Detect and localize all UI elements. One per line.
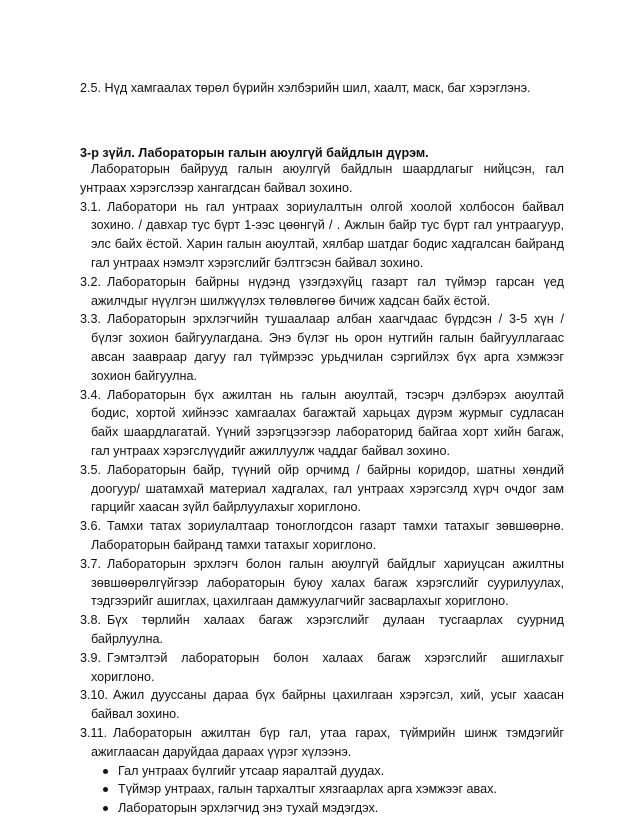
item-number: 3.5.	[80, 462, 102, 477]
list-item	[80, 273, 564, 311]
list-item	[80, 799, 564, 818]
item-text: Тамхи татах зориулалтаар тоноглогдсон газарт тамхи татахыг зөвшөөрнө. Лабораторын байранд тамхи татахыг хориглоно.	[91, 519, 564, 552]
item-number: 3.3.	[80, 312, 102, 327]
item-text: Ажил дууссаны дараа бүх байрны цахилгаан хэрэгсэл, хий, усыг хаасан байвал зохино.	[91, 688, 564, 722]
bullet-text: Лабораторын эрхлэгчид энэ тухай мэдэгдэх.	[118, 801, 379, 816]
item-text: Лабораторын ажилтан бүр гал, утаа гарах, түймрийн шинж тэмдэгийг ажиглаасан даруйдаа дараах үүрэг хүлээнэ.	[91, 725, 564, 759]
item-text: Лабораторын байр, түүний ойр орчимд / байрны коридор, шатны хөндий доогуур/ шатамхай материал хадгалах, гал унтраах хэрэгсэлд хүрч очдог зам гарцийг хаасан зүйл байрлуулахыг хориглоно.	[91, 462, 564, 515]
bullet-dot-icon	[103, 769, 108, 774]
item-text: Лаборатори нь гал унтраах зориулалтын олгой хоолой холбосон байвал зохино. / давхар тус бүрт 1-ээс цөөнгүй / . Ажлын байр тус бүрт гал унтраагуур, элс байх ёстой. Харин галын аюултай, хялбар шатдаг бодис хадгалсан байранд гал унтраах нэмэлт хэрэгслийг бэлтгэсэн байвал зохино.	[91, 199, 564, 270]
item-number: 3.11.	[80, 725, 108, 740]
item-number: 3.7.	[80, 556, 102, 571]
list-item	[80, 649, 564, 687]
section-intro: Лабораторын байрууд галын аюулгүй байдлын шаардлагыг нийцсэн, гал унтраах хэрэгслээр хангагдсан байвал зохино.	[80, 162, 564, 195]
item-text: Лабораторын байрны нүдэнд үзэгдэхүйц газарт гал түймэр гарсан үед ажилчдыг нүүлгэн шилжүүлэх төлөвлөгөө бичиж хадсан байх ёстой.	[91, 274, 564, 308]
bullet-text: Гал унтраах бүлгийг утсаар яаралтай дуудах.	[118, 763, 385, 778]
item-number: 3.8.	[80, 613, 102, 628]
list-item	[80, 762, 564, 781]
list-item	[80, 686, 564, 724]
item-number: 3.2.	[80, 274, 102, 289]
item-number: 3.1.	[80, 199, 102, 214]
bullet-dot-icon	[103, 806, 108, 811]
list-item	[80, 386, 564, 461]
section-body	[80, 160, 564, 818]
list-item	[80, 198, 564, 273]
item-number: 3.9.	[80, 650, 102, 665]
item-text: Лабораторын эрхлэгч болон галын аюулгүй байдлыг хариуцсан ажилтны зөвшөөрөлгүйгээр лабораторын буюу халах багаж хэрэгслийг суурилуулах, тэдгээрийг ашиглах, цахилгаан дамжуулагчийг засварлахыг хориглоно.	[91, 556, 564, 609]
list-item	[80, 555, 564, 611]
item-text: Лабораторын бүх ажилтан нь галын аюултай, тэсэрч дэлбэрэх аюултай бодис, хортой хийнээс хамгаалах багажтай харьцах дүрэм журмыг судласан байх шаардлагатай. Үүний зэрэгцээгээр лабораторид байгаа хорт хийн багаж, гал унтраах хэрэгслүүдийг ажиллуулж чаддаг байвал зохино.	[91, 387, 564, 458]
list-item	[80, 517, 564, 555]
bullet-text: Түймэр унтраах, галын тархалтыг хязгаарлах арга хэмжээг авах.	[118, 782, 497, 797]
item-text: Бүх төрлийн халаах багаж хэрэгслийг дулаан тусгаарлах суурнид байрлуулна.	[91, 613, 564, 646]
section-title: 3-р зүйл. Лабораторын галын аюулгүй байдлын дүрэм.	[80, 146, 429, 160]
list-item	[80, 310, 564, 385]
item-text: Лабораторын эрхлэгчийн тушаалаар албан хаагчдаас бүрдсэн / 3-5 хүн / бүлэг зохион байгуулагдана. Энэ бүлэг нь орон нутгийн галын байгууллагаас авсан заавраар дагуу гал түймрээс урьдчилан сэргийлэх бүх арга хэмжээг зохион байгуулна.	[91, 312, 564, 383]
bullet-dot-icon	[103, 787, 108, 792]
list-item	[80, 461, 564, 517]
clause-2-5: 2.5. Нүд хамгаалах төрөл бүрийн хэлбэрийн шил, хаалт, маск, баг хэрэглэнэ.	[80, 81, 531, 95]
item-number: 3.10.	[80, 688, 109, 703]
item-text: Гэмтэлтэй лабораторын болон халаах багаж хэрэгслийг ашиглахыг хориглоно.	[91, 650, 564, 684]
item-number: 3.6.	[80, 519, 102, 534]
bullet-list	[80, 762, 564, 818]
list-item	[80, 724, 564, 762]
item-number: 3.4.	[80, 387, 102, 402]
list-item	[80, 611, 564, 649]
list-item	[80, 780, 564, 799]
